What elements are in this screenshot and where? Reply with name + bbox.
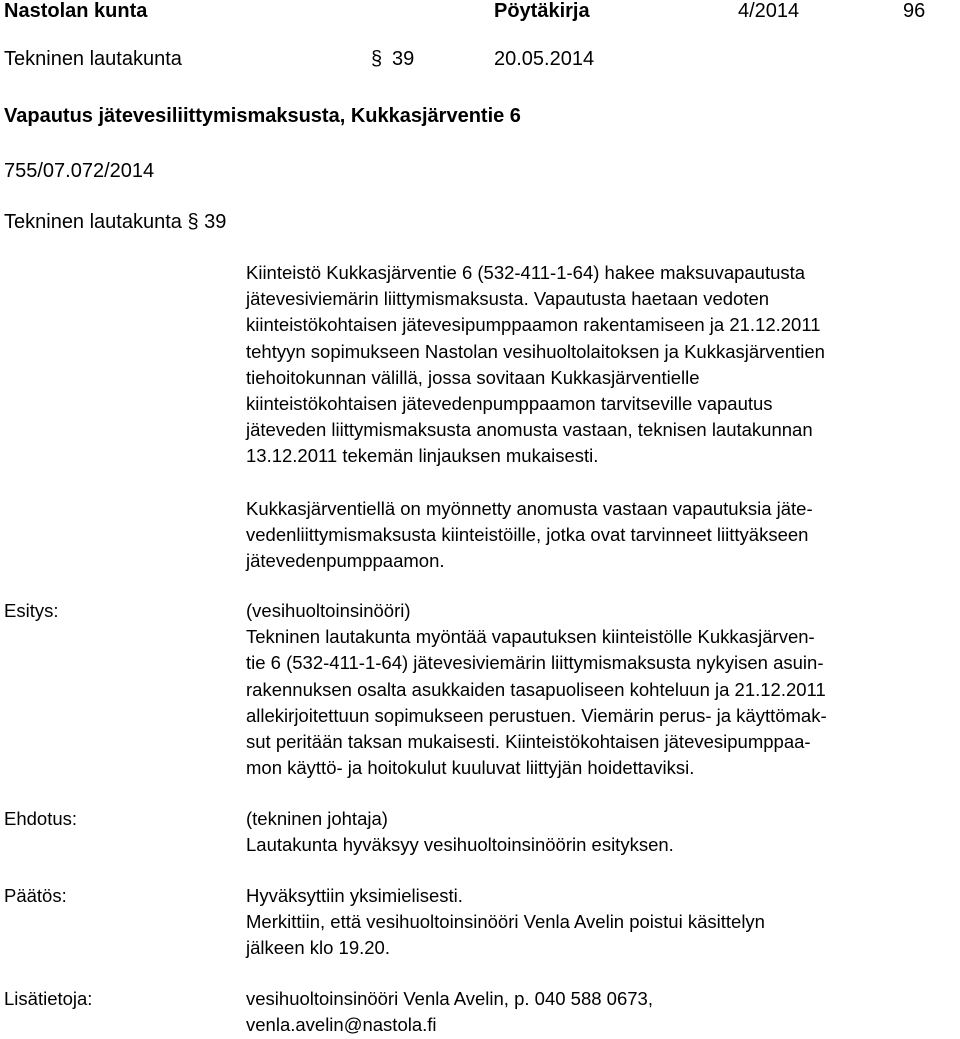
text-line: Kiinteistö Kukkasjärventie 6 (532-411-1-64) hakee maksuvapautusta <box>246 262 806 283</box>
section-symbol: § <box>371 48 383 70</box>
text-line: (vesihuoltoinsinööri) <box>246 600 411 621</box>
issue-number: 4/2014 <box>738 0 800 22</box>
text-line: Hyväksyttiin yksimielisesti. <box>246 885 463 906</box>
committee-name: Tekninen lautakunta <box>4 48 182 70</box>
item-title: Vapautus jätevesiliittymismaksusta, Kukkasjärventie 6 <box>4 105 521 127</box>
text-line: Tekninen lautakunta myöntää vapautuksen kiinteistölle Kukkasjärven- <box>246 626 815 648</box>
body-paragraph-2 <box>246 496 813 575</box>
organization-name: Nastolan kunta <box>4 0 148 22</box>
document-type: Pöytäkirja <box>494 0 590 22</box>
text-line: tie 6 (532-411-1-64) jätevesiviemärin liittymismaksusta nykyisen asuin- <box>246 652 824 674</box>
text-line: jätevesiviemärin liittymismaksusta. Vapautusta haetaan vedoten <box>246 288 770 310</box>
ehdotus-label: Ehdotus: <box>4 808 78 829</box>
esitys-label: Esitys: <box>4 600 59 621</box>
text-line: Lautakunta hyväksyy vesihuoltoinsinöörin esityksen. <box>246 834 674 856</box>
section-number: 39 <box>392 48 415 70</box>
text-line: vedenliittymismaksusta kiinteistöille, jotka ovat tarvinneet liittyäkseen <box>246 524 809 546</box>
page-number: 96 <box>903 0 926 22</box>
text-line: jäteveden liittymismaksusta anomusta vastaan, teknisen lautakunnan <box>246 419 813 441</box>
text-line: tehtyyn sopimukseen Nastolan vesihuoltolaitoksen ja Kukkasjärventien <box>246 340 825 362</box>
lisatietoja-text <box>246 986 653 1038</box>
esitys-text <box>246 598 827 781</box>
text-line: jälkeen klo 19.20. <box>246 937 390 959</box>
text-line: tiehoitokunnan välillä, jossa sovitaan Kukkasjärventielle <box>246 366 700 388</box>
paatos-label: Päätös: <box>4 885 67 906</box>
item-reference: 755/07.072/2014 <box>4 160 155 182</box>
text-line: mon käyttö- ja hoitokulut kuuluvat liittyjän hoidettaviksi. <box>246 757 695 779</box>
text-line: rakennuksen osalta asukkaiden tasapuoliseen kohteluun ja 21.12.2011 <box>246 678 826 700</box>
lisatietoja-label: Lisätietoja: <box>4 988 93 1009</box>
text-line: Kukkasjärventiellä on myönnetty anomusta vastaan vapautuksia jäte- <box>246 498 813 519</box>
text-line: jätevedenpumppaamon. <box>246 550 445 572</box>
ehdotus-text <box>246 806 674 858</box>
text-line: Merkittiin, että vesihuoltoinsinööri Venla Avelin poistui käsittelyn <box>246 911 765 933</box>
text-line: sut peritään taksan mukaisesti. Kiinteistökohtaisen jätevesipumppaa- <box>246 731 811 753</box>
email-line: venla.avelin@nastola.fi <box>246 1014 437 1036</box>
section-reference: Tekninen lautakunta § 39 <box>4 211 227 233</box>
body-paragraph-1 <box>246 260 825 470</box>
text-line: 13.12.2011 tekemän linjauksen mukaisesti. <box>246 445 599 467</box>
text-line: (tekninen johtaja) <box>246 808 388 829</box>
meeting-date: 20.05.2014 <box>494 48 595 70</box>
text-line: kiinteistökohtaisen jätevesipumppaamon rakentamiseen ja 21.12.2011 <box>246 314 821 336</box>
text-line: kiinteistökohtaisen jätevedenpumppaamon tarvitseville vapautus <box>246 393 773 415</box>
contact-line: vesihuoltoinsinööri Venla Avelin, p. 040 588 0673, <box>246 988 653 1009</box>
text-line: allekirjoitettuun sopimukseen perustuen. Viemärin perus- ja käyttömak- <box>246 704 827 726</box>
paatos-text <box>246 883 765 962</box>
